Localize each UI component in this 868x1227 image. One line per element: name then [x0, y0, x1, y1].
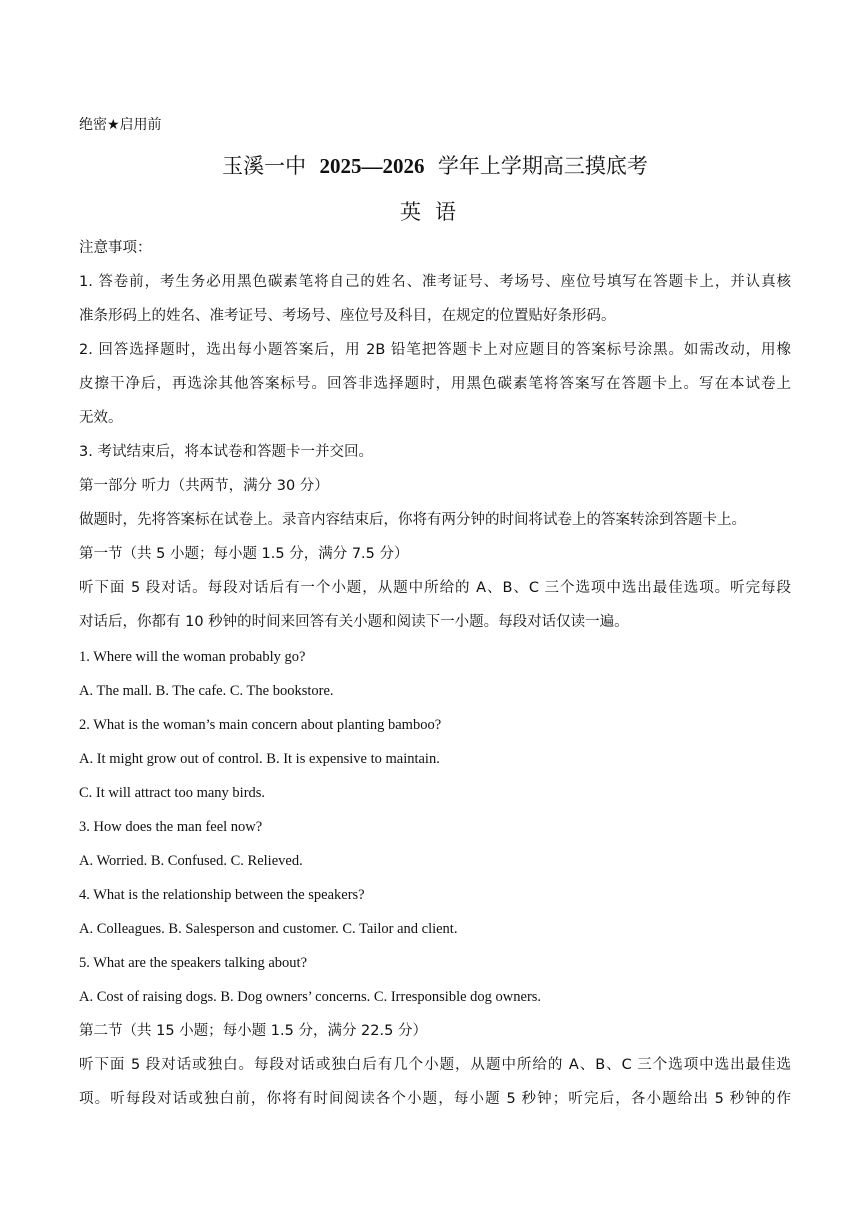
question-5-options: A. Cost of raising dogs. B. Dog owners’ concerns. C. Irresponsible dog owners. [79, 989, 542, 1005]
section2-instruction-line-2: 项。听每段对话或独白前，你将有时间阅读各个小题，每小题 5 秒钟；听完后，各小题给出 5 秒钟的作 [79, 1091, 791, 1107]
secret-mark: 绝密★启用前 [79, 117, 162, 133]
question-2-options-line-2: C. It will attract too many birds. [79, 785, 266, 801]
question-1-options: A. The mall. B. The cafe. C. The bookstore. [79, 683, 334, 699]
section2-heading: 第二节（共 15 小题；每小题 1.5 分，满分 22.5 分） [79, 1023, 427, 1039]
notice-item-2-line-3: 无效。 [79, 410, 123, 426]
section1-heading: 第一节（共 5 小题；每小题 1.5 分，满分 7.5 分） [79, 546, 409, 562]
question-4: 4. What is the relationship between the speakers? [79, 887, 365, 903]
notice-item-2-line-1: 2. 回答选择题时，选出每小题答案后，用 2B 铅笔把答题卡上对应题目的答案标号涂黑。如需改动，用橡 [79, 342, 791, 358]
section1-instruction-line-2: 对话后，你都有 10 秒钟的时间来回答有关小题和阅读下一小题。每段对话仅读一遍。 [79, 614, 629, 630]
part1-instruction: 做题时，先将答案标在试卷上。录音内容结束后，你将有两分钟的时间将试卷上的答案转涂到答题卡上。 [79, 512, 746, 528]
question-5: 5. What are the speakers talking about? [79, 955, 308, 971]
section2-instruction-line-1: 听下面 5 段对话或独白。每段对话或独白后有几个小题，从题中所给的 A、B、C 三个选项中选出最佳选 [79, 1057, 791, 1073]
notice-item-3: 3. 考试结束后，将本试卷和答题卡一并交回。 [79, 444, 373, 460]
question-3: 3. How does the man feel now? [79, 819, 263, 835]
question-1: 1. Where will the woman probably go? [79, 649, 306, 665]
question-2: 2. What is the woman’s main concern about planting bamboo? [79, 717, 442, 733]
title-school: 玉溪一中 [222, 154, 307, 178]
notice-item-2-line-2: 皮擦干净后，再选涂其他答案标号。回答非选择题时，用黑色碳素笔将答案写在答题卡上。写在本试卷上 [79, 376, 791, 392]
question-2-options-line-1: A. It might grow out of control. B. It is expensive to maintain. [79, 751, 440, 767]
question-3-options: A. Worried. B. Confused. C. Relieved. [79, 853, 303, 869]
question-4-options: A. Colleagues. B. Salesperson and customer. C. Tailor and client. [79, 921, 458, 937]
notice-item-1-line-2: 准条形码上的姓名、准考证号、考场号、座位号及科目，在规定的位置贴好条形码。 [79, 308, 616, 324]
title-years: 2025—2026 [319, 154, 425, 178]
exam-title [79, 150, 791, 180]
section1-instruction-line-1: 听下面 5 段对话。每段对话后有一个小题，从题中所给的 A、B、C 三个选项中选出最佳选项。听完每段 [79, 580, 791, 596]
notice-heading: 注意事项： [79, 240, 152, 256]
part1-heading: 第一部分 听力（共两节，满分 30 分） [79, 478, 329, 494]
notice-item-1-line-1: 1. 答卷前，考生务必用黑色碳素笔将自己的姓名、准考证号、考场号、座位号填写在答题卡上，并认真核 [79, 274, 791, 290]
title-term: 学年上学期高三摸底考 [437, 154, 648, 178]
subject-title: 英语 [400, 200, 470, 224]
